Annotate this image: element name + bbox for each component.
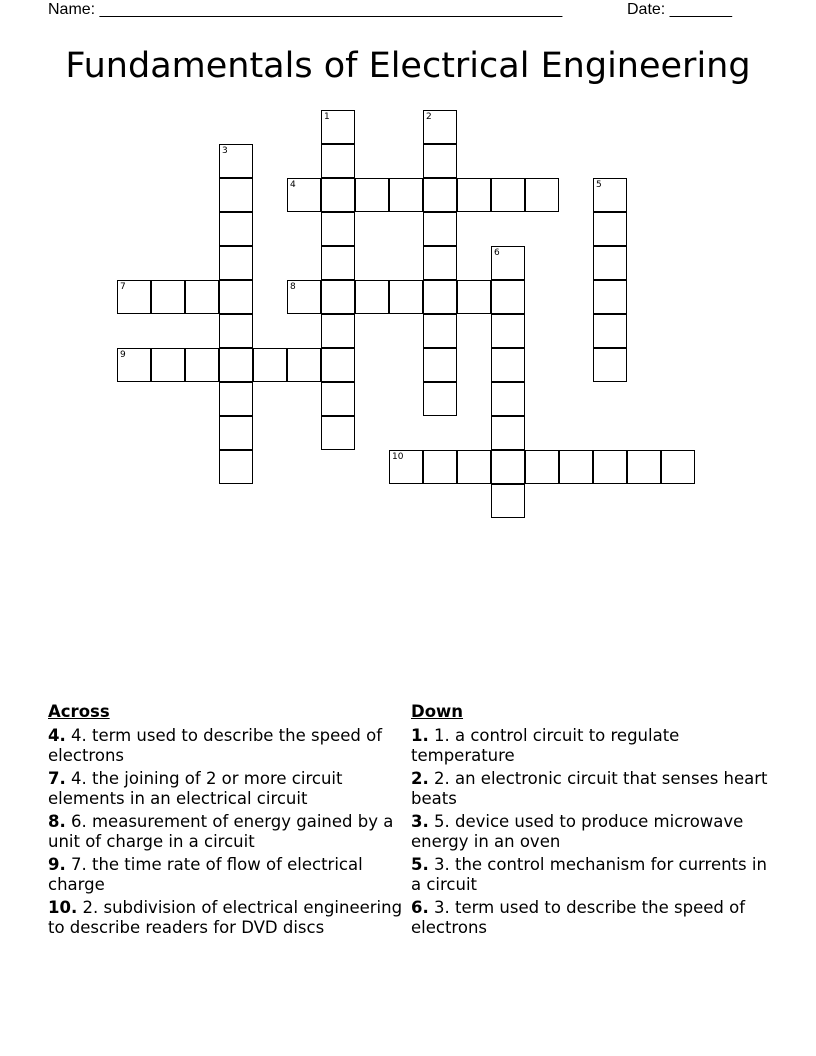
cell-number: 8 [290, 282, 296, 292]
grid-cell[interactable] [321, 314, 355, 348]
grid-cell[interactable] [321, 110, 355, 144]
grid-cell[interactable] [423, 144, 457, 178]
grid-cell[interactable] [423, 212, 457, 246]
grid-cell[interactable] [151, 280, 185, 314]
grid-cell[interactable] [661, 450, 695, 484]
grid-cell[interactable] [321, 280, 355, 314]
across-clue [48, 812, 410, 852]
grid-cell[interactable] [321, 212, 355, 246]
grid-cell[interactable] [321, 382, 355, 416]
grid-cell[interactable] [389, 178, 423, 212]
grid-cell[interactable] [491, 314, 525, 348]
grid-cell[interactable] [593, 246, 627, 280]
grid-cell[interactable] [389, 280, 423, 314]
grid-cell[interactable] [491, 280, 525, 314]
grid-cell[interactable] [219, 178, 253, 212]
clue-number: 9. [48, 855, 66, 874]
grid-cell[interactable] [491, 246, 525, 280]
grid-cell[interactable] [423, 178, 457, 212]
grid-cell[interactable] [593, 280, 627, 314]
down-heading: Down [411, 702, 464, 721]
grid-cell[interactable] [559, 450, 593, 484]
grid-cell[interactable] [117, 348, 151, 382]
across-clues [48, 702, 410, 941]
grid-cell[interactable] [491, 450, 525, 484]
cell-number: 1 [324, 112, 330, 122]
cell-number: 7 [120, 282, 126, 292]
grid-cell[interactable] [219, 382, 253, 416]
clue-text: 4. the joining of 2 or more circuit elements in an electrical circuit [48, 769, 343, 808]
grid-cell[interactable] [423, 280, 457, 314]
grid-cell[interactable] [287, 348, 321, 382]
grid-cell[interactable] [457, 280, 491, 314]
down-clue [411, 726, 773, 766]
across-clue [48, 855, 410, 895]
grid-cell[interactable] [491, 348, 525, 382]
grid-cell[interactable] [321, 246, 355, 280]
clue-number: 4. [48, 726, 66, 745]
clue-number: 1. [411, 726, 429, 745]
clue-text: 7. the time rate of flow of electrical charge [48, 855, 363, 894]
grid-cell[interactable] [185, 348, 219, 382]
down-clue [411, 855, 773, 895]
grid-cell[interactable] [219, 416, 253, 450]
cell-number: 5 [596, 180, 602, 190]
down-clue [411, 769, 773, 809]
grid-cell[interactable] [423, 314, 457, 348]
grid-cell[interactable] [219, 450, 253, 484]
grid-cell[interactable] [423, 110, 457, 144]
grid-cell[interactable] [491, 178, 525, 212]
cell-number: 10 [392, 452, 404, 462]
clue-text: 3. the control mechanism for currents in a circuit [411, 855, 767, 894]
clue-number: 2. [411, 769, 429, 788]
grid-cell[interactable] [253, 348, 287, 382]
grid-cell[interactable] [593, 450, 627, 484]
clue-text: 2. an electronic circuit that senses heart beats [411, 769, 768, 808]
clue-text: 1. a control circuit to regulate temperature [411, 726, 680, 765]
clue-number: 3. [411, 812, 429, 831]
date-field[interactable]: Date: _______ [627, 1, 732, 18]
cell-number: 4 [290, 180, 296, 190]
grid-cell[interactable] [491, 382, 525, 416]
grid-cell[interactable] [151, 348, 185, 382]
clue-text: 3. term used to describe the speed of electrons [411, 898, 746, 937]
clue-number: 7. [48, 769, 66, 788]
grid-cell[interactable] [219, 280, 253, 314]
clue-text: 5. device used to produce microwave energy in an oven [411, 812, 744, 851]
down-clue [411, 812, 773, 852]
cell-number: 6 [494, 248, 500, 258]
grid-cell[interactable] [593, 212, 627, 246]
grid-cell[interactable] [525, 450, 559, 484]
grid-cell[interactable] [321, 348, 355, 382]
across-clue [48, 769, 410, 809]
grid-cell[interactable] [593, 348, 627, 382]
clue-number: 5. [411, 855, 429, 874]
puzzle-title: Fundamentals of Electrical Engineering [65, 46, 751, 86]
grid-cell[interactable] [219, 144, 253, 178]
across-clue [48, 726, 410, 766]
grid-cell[interactable] [219, 348, 253, 382]
grid-cell[interactable] [593, 314, 627, 348]
grid-cell[interactable] [185, 280, 219, 314]
grid-cell[interactable] [321, 178, 355, 212]
grid-cell[interactable] [525, 178, 559, 212]
cell-number: 9 [120, 350, 126, 360]
clue-text: 2. subdivision of electrical engineering to describe readers for DVD discs [48, 898, 403, 937]
grid-cell[interactable] [355, 178, 389, 212]
grid-cell[interactable] [491, 416, 525, 450]
name-field[interactable]: Name: ____________________________________________________ [48, 1, 563, 18]
down-clue [411, 898, 773, 938]
grid-cell[interactable] [457, 450, 491, 484]
cell-number: 3 [222, 146, 228, 156]
grid-cell[interactable] [355, 280, 389, 314]
across-heading: Across [48, 702, 110, 721]
grid-cell[interactable] [491, 484, 525, 518]
cell-number: 2 [426, 112, 432, 122]
grid-cell[interactable] [627, 450, 661, 484]
grid-cell[interactable] [287, 280, 321, 314]
grid-cell[interactable] [219, 212, 253, 246]
grid-cell[interactable] [117, 280, 151, 314]
clue-number: 8. [48, 812, 66, 831]
grid-cell[interactable] [389, 450, 423, 484]
grid-cell[interactable] [423, 450, 457, 484]
grid-cell[interactable] [457, 178, 491, 212]
grid-cell[interactable] [423, 382, 457, 416]
grid-cell[interactable] [321, 416, 355, 450]
grid-cell[interactable] [593, 178, 627, 212]
clue-text: 6. measurement of energy gained by a unit of charge in a circuit [48, 812, 394, 851]
down-clues [411, 702, 773, 941]
clue-number: 6. [411, 898, 429, 917]
across-clue [48, 898, 410, 938]
grid-cell[interactable] [423, 348, 457, 382]
grid-cell[interactable] [287, 178, 321, 212]
clue-number: 10. [48, 898, 78, 917]
grid-cell[interactable] [219, 246, 253, 280]
grid-cell[interactable] [423, 246, 457, 280]
grid-cell[interactable] [321, 144, 355, 178]
clue-text: 4. term used to describe the speed of electrons [48, 726, 383, 765]
grid-cell[interactable] [219, 314, 253, 348]
